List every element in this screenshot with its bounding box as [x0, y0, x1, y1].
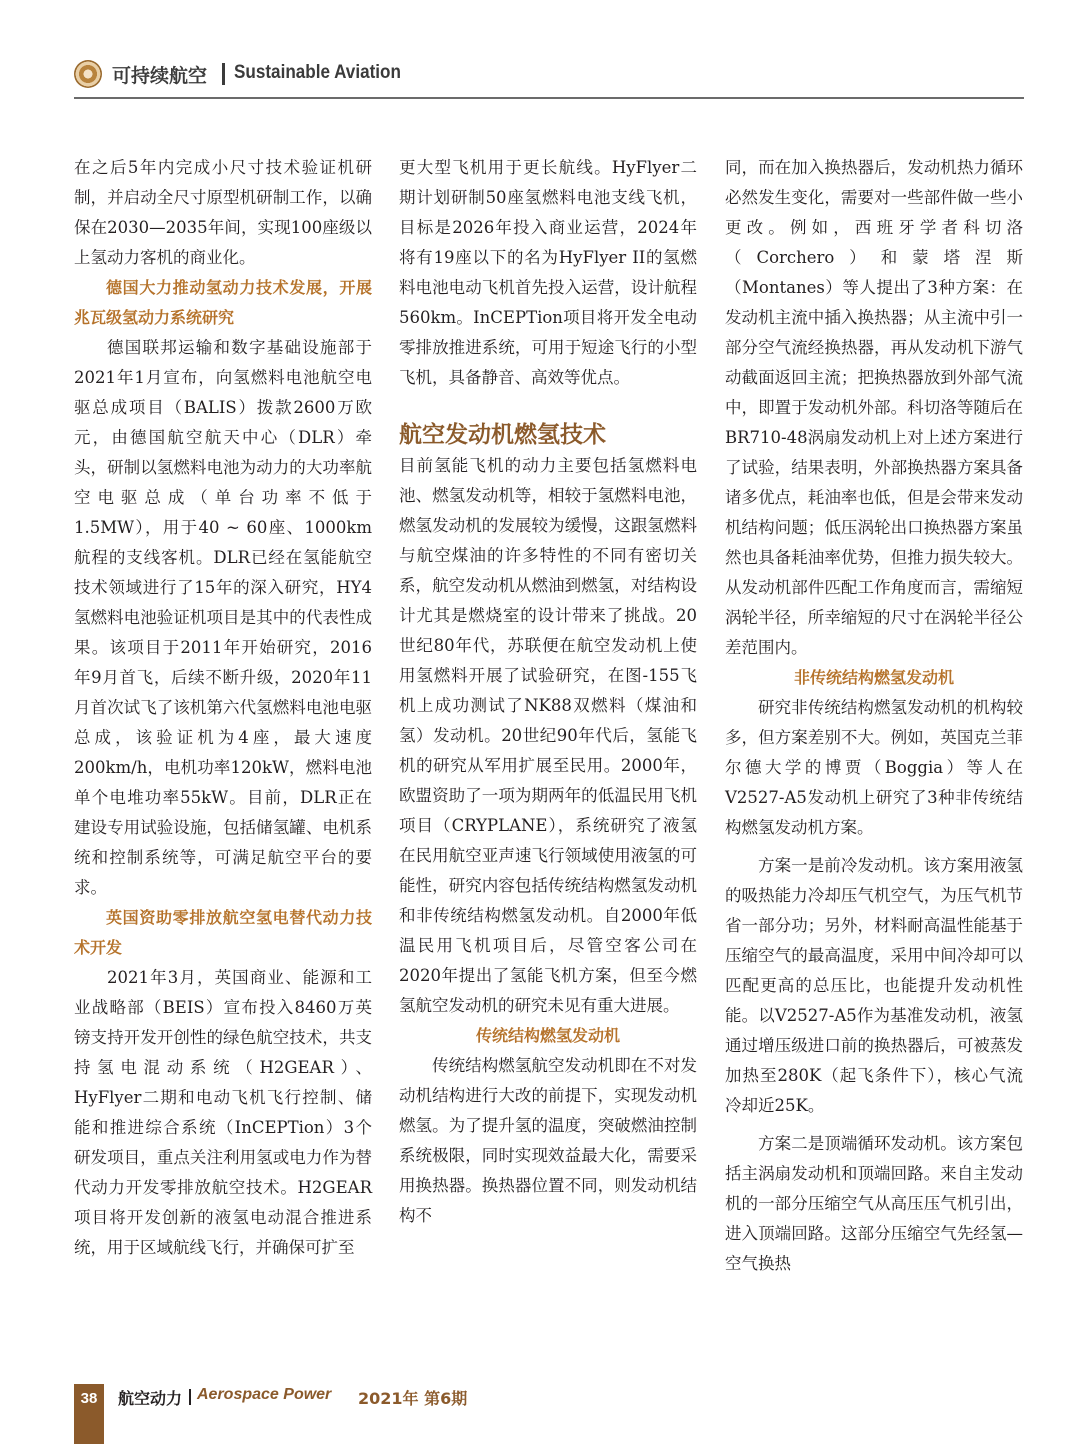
journal-name-en: Aerospace Power — [197, 1386, 332, 1403]
journal-logo-icon — [74, 60, 102, 88]
section-title-cn: 可持续航空 — [112, 65, 208, 87]
subheading-germany: 德国大力推动氢动力技术发展，开展兆瓦级氢动力系统研究 — [74, 278, 372, 327]
issue-label: 2021年 第6期 — [358, 1389, 468, 1408]
journal-name-cn: 航空动力 — [118, 1389, 183, 1408]
paragraph: 方案二是顶端循环发动机。该方案包括主涡扇发动机和顶端回路。来自主发动机的一部分压缩空气从高压压气机引出，进入顶端回路。这部分压缩空气先经氢—空气换热 — [725, 1134, 1023, 1273]
paragraph: 在之后5年内完成小尺寸技术验证机研制，并启动全尺寸原型机研制工作，以确保在2030—2035年间，实现100座级以上氢动力客机的商业化。 — [74, 158, 372, 267]
paragraph: 目前氢能飞机的动力主要包括氢燃料电池、燃氢发动机等，相较于氢燃料电池，燃氢发动机的发展较为缓慢，这跟氢燃料与航空煤油的许多特性的不同有密切关系，航空发动机从燃油到燃氢，对结构设计尤其是燃烧室的设计带来了挑战。20世纪80年代，苏联便在航空发动机上使用氢燃料开展了试验研究，在图-155飞机上成功测试了NK88双燃料（煤油和氢）发动机。20世纪90年代后，氢能飞机的研究从军用扩展至民用。2000年，欧盟资助了一项为期两年的低温民用飞机项目（CRYPLANE），系统研究了液氢在民用航空亚声速飞行领域使用液氢的可能性，研究内容包括传统结构燃氢发动机和非传统结构燃氢发动机。自2000年低温民用飞机项目后，尽管空客公司在2020年提出了氢能飞机方案，但至今燃氢航空发动机的研究未见有重大进展。 — [399, 456, 697, 1015]
paragraph: 同，而在加入换热器后，发动机热力循环必然发生变化，需要对一些部件做一些小更改。例如，西班牙学者科切洛（Corchero）和蒙塔涅斯（Montanes）等人提出了3种方案：在发动机主流中插入换热器；从主流中引一部分空气流经换热器，再从发动机下游气动截面返回主流；把换热器放到外部气流中，即置于发动机外部。科切洛等随后在BR710-48涡扇发动机上对上述方案进行了试验，结果表明，外部换热器方案具备诸多优点，耗油率也低，但是会带来发动机结构问题；低压涡轮出口换热器方案虽然也具备耗油率优势，但推力损失较大。从发动机部件匹配工作角度而言，需缩短涡轮半径，所幸缩短的尺寸在涡轮半径公差范围内。 — [725, 158, 1023, 657]
page-header — [74, 58, 1024, 94]
paragraph: 2021年3月，英国商业、能源和工业战略部（BEIS）宣布投入8460万英镑支持开发开创性的绿色航空技术，共支持氢电混动系统（H2GEAR）、HyFlyer二期和电动飞机飞行控制、储能和推进综合系统（InCEPTion）3个研发项目，重点关注利用氢或电力作为替代动力开发零排放航空技术。H2GEAR项目将开发创新的液氢电动混合推进系统，用于区域航线飞行，并确保可扩至 — [74, 968, 372, 1257]
paragraph: 研究非传统结构燃氢发动机的机构较多，但方案差别不大。例如，英国克兰菲尔德大学的博贾（Boggia）等人在V2527-A5发动机上研究了3种非传统结构燃氢发动机方案。 — [725, 698, 1023, 837]
header-rule — [74, 97, 1024, 99]
paragraph: 更大型飞机用于更长航线。HyFlyer二期计划研制50座氢燃料电池支线飞机，目标是2026年投入商业运营，2024年将有19座以下的名为HyFlyer II的氢燃料电池电动飞机首先投入运营，设计航程560km。InCEPTion项目将开发全电动零排放推进系统，可用于短途飞行的小型飞机，具备静音、高效等优点。 — [399, 158, 697, 387]
paragraph: 德国联邦运输和数字基础设施部于2021年1月宣布，向氢燃料电池航空电驱总成项目（BALIS）拨款2600万欧元，由德国航空航天中心（DLR）牵头，研制以氢燃料电池为动力的大功率航空电驱总成（单台功率不低于1.5MW），用于40 ~ 60座、1000km航程的支线客机。DLR已经在氢能航空技术领域进行了15年的深入研究，HY4氢燃料电池验证机项目是其中的代表性成果。该项目于2011年开始研究，2016年9月首飞，后续不断升级，2020年11月首次试飞了该机第六代氢燃料电池电驱总成，该验证机为4座，最大速度200km/h，电机功率120kW，燃料电池单个电堆功率55kW。目前，DLR正在建设专用试验设施，包括储氢罐、电机系统和控制系统等，可满足航空平台的要求。 — [74, 338, 372, 897]
subheading-conventional: 传统结构燃氢发动机 — [475, 1026, 620, 1045]
subheading-uk: 英国资助零排放航空氢电替代动力技术开发 — [74, 908, 372, 957]
subheading-unconventional: 非传统结构燃氢发动机 — [793, 668, 954, 687]
footer-divider — [189, 1389, 191, 1405]
section-heading: 航空发动机燃氢技术 — [399, 422, 606, 448]
text-column-3 — [725, 153, 1023, 1279]
paragraph: 传统结构燃氢航空发动机即在不对发动机结构进行大改的前提下，实现发动机燃氢。为了提升氢的温度，突破燃油控制系统极限，同时实现效益最大化，需要采用换热器。换热器位置不同，则发动机结构不 — [399, 1056, 697, 1225]
header-divider — [222, 63, 225, 85]
text-column-1 — [74, 153, 372, 1263]
paragraph: 方案一是前冷发动机。该方案用液氢的吸热能力冷却压气机空气，为压气机节省一部分功；另外，材料耐高温性能基于压缩空气的最高温度，采用中间冷却可以匹配更高的总压比，也能提升发动机性能。以V2527-A5作为基准发动机，液氢通过增压级进口前的换热器后，可被蒸发加热至280K（起飞条件下），核心气流冷却近25K。 — [725, 856, 1023, 1115]
section-title-en: Sustainable Aviation — [234, 62, 401, 83]
text-column-2 — [399, 153, 697, 1231]
page-number: 38 — [80, 1390, 98, 1407]
